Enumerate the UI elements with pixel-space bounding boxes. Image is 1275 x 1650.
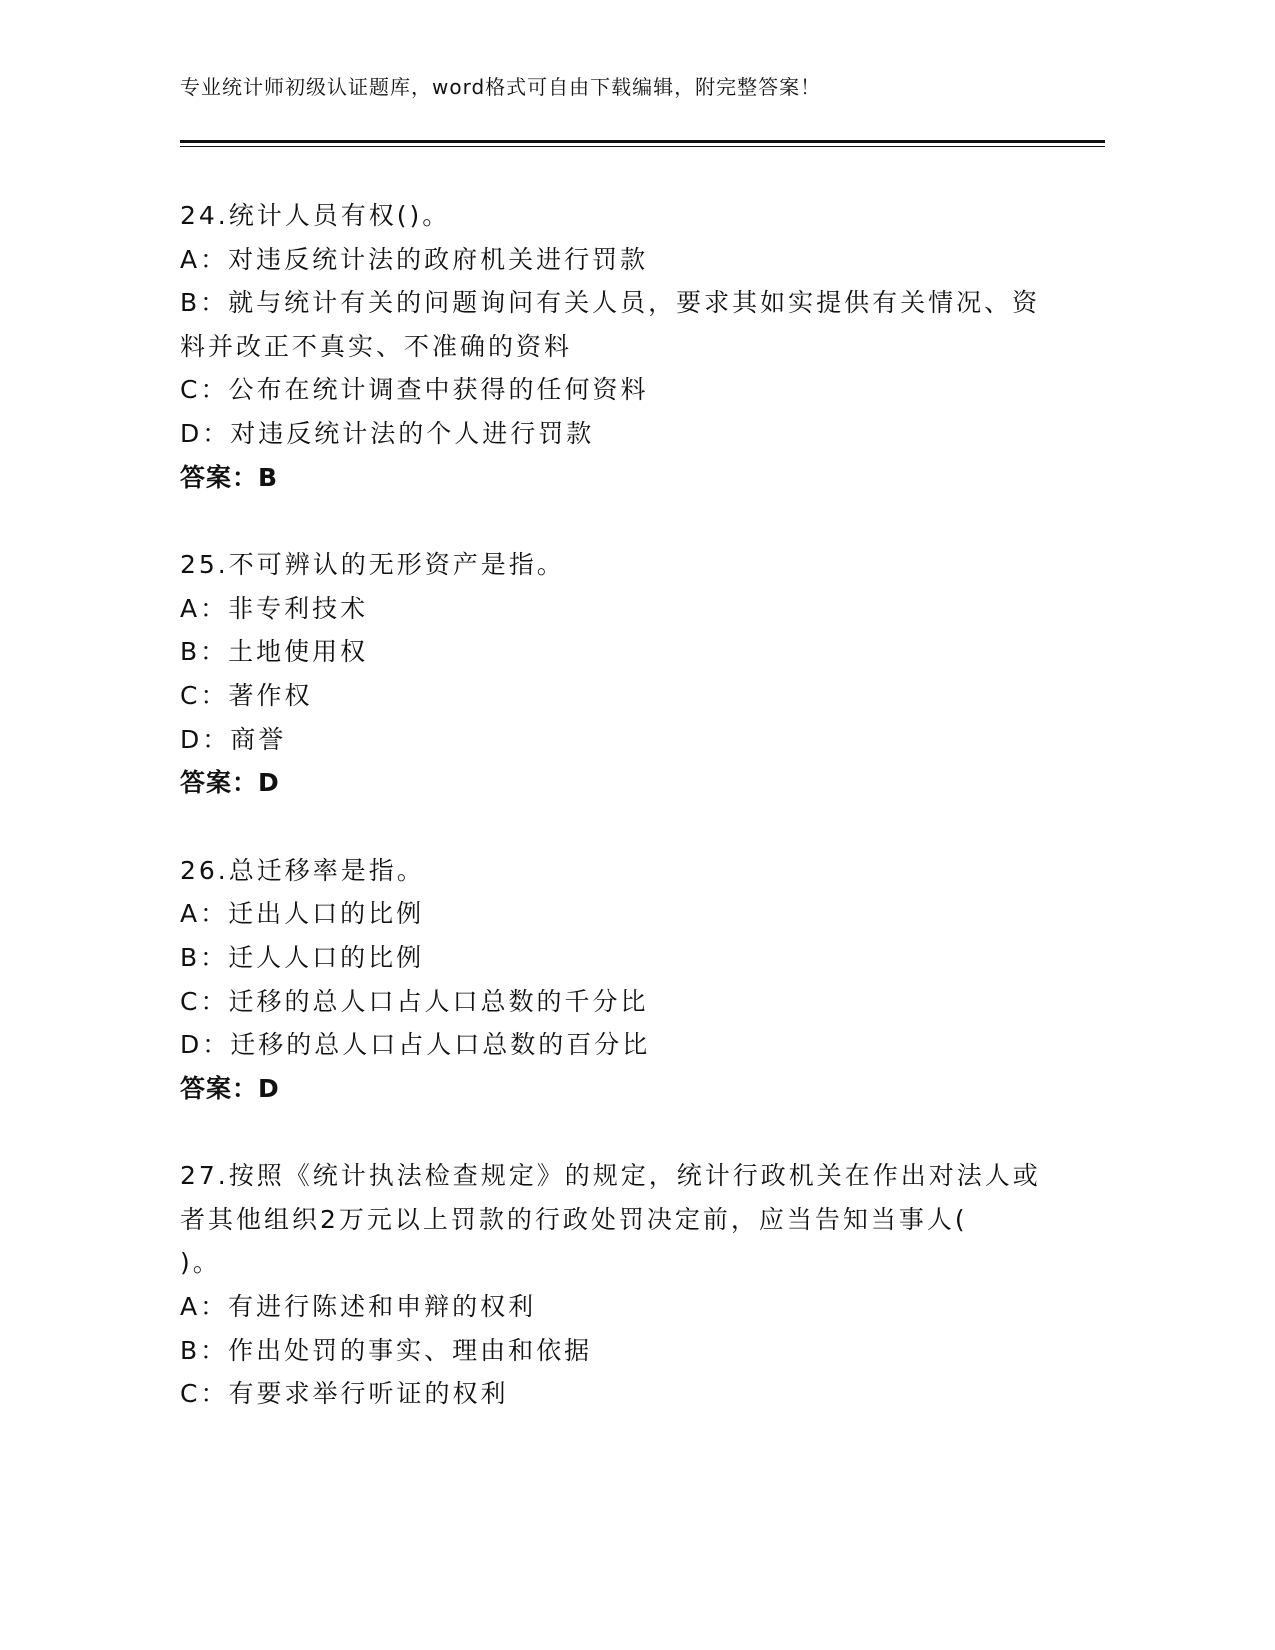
- question-stem: 27.按照《统计执法检查规定》的规定，统计行政机关在作出对法人或: [180, 1161, 1041, 1191]
- question-stem: 26.总迁移率是指。: [180, 855, 425, 885]
- question-stem: 24.统计人员有权()。: [180, 201, 451, 230]
- question-block: [180, 849, 1040, 1111]
- answer-option: A：对违反统计法的政府机关进行罚款: [180, 244, 649, 274]
- answer-option: D：商誉: [180, 724, 287, 754]
- answer-key: 答案：B: [180, 462, 279, 492]
- answer-option: C：迁移的总人口占人口总数的千分比: [180, 986, 649, 1016]
- answer-option: B：作出处罚的事实、理由和依据: [180, 1335, 593, 1365]
- answer-option: C：著作权: [180, 680, 313, 710]
- question-stem: 25.不可辨认的无形资产是指。: [180, 550, 565, 580]
- page-header: 专业统计师初级认证题库，word格式可自由下载编辑，附完整答案！: [180, 75, 822, 99]
- answer-option: A：迁出人口的比例: [180, 899, 425, 929]
- answer-option: C：公布在统计调查中获得的任何资料: [180, 375, 649, 405]
- header-rule-thick: [180, 140, 1105, 143]
- answer-key: 答案：D: [180, 1073, 280, 1103]
- question-block: [180, 1154, 1040, 1416]
- answer-key: 答案：D: [180, 768, 280, 798]
- question-stem: 者其他组织2万元以上罚款的行政处罚决定前，应当告知当事人(: [180, 1204, 968, 1234]
- answer-option: A：非专利技术: [180, 593, 369, 623]
- answer-option: D：对违反统计法的个人进行罚款: [180, 418, 595, 448]
- answer-option: A：有进行陈述和申辩的权利: [180, 1292, 537, 1322]
- header-rule-thin: [180, 146, 1105, 147]
- answer-option: C：有要求举行听证的权利: [180, 1379, 509, 1409]
- answer-option: 料并改正不真实、不准确的资料: [180, 331, 573, 361]
- question-block: [180, 543, 1040, 805]
- question-block: [180, 194, 1040, 499]
- answer-option: B：迁人人口的比例: [180, 942, 425, 972]
- question-list: [180, 194, 1040, 1460]
- answer-option: D：迁移的总人口占人口总数的百分比: [180, 1030, 651, 1060]
- answer-option: B：就与统计有关的问题询问有关人员，要求其如实提供有关情况、资: [180, 288, 1041, 318]
- answer-option: B：土地使用权: [180, 637, 369, 667]
- question-stem: )。: [180, 1248, 221, 1278]
